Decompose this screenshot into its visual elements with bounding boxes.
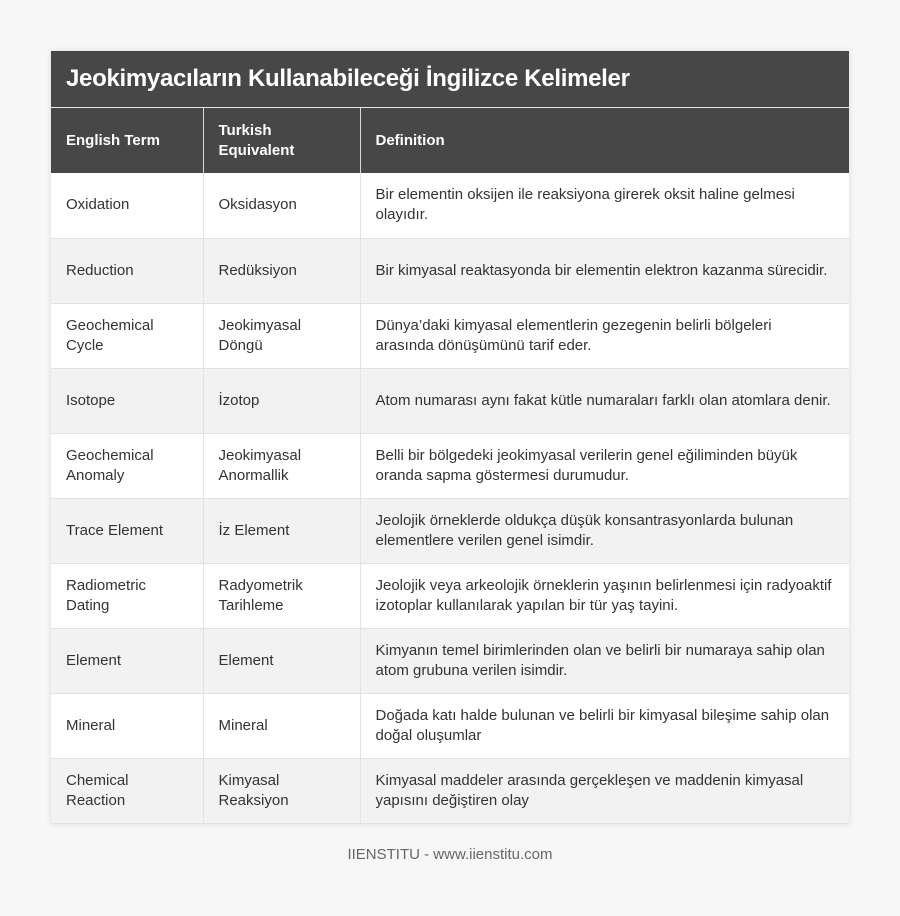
cell-definition: Jeolojik örneklerde oldukça düşük konsantrasyonlarda bulunan elementlere verilen genel isimdir. bbox=[360, 498, 849, 563]
cell-english: Isotope bbox=[51, 368, 203, 433]
cell-turkish: İz Element bbox=[203, 498, 360, 563]
cell-turkish: Mineral bbox=[203, 693, 360, 758]
cell-english: Oxidation bbox=[51, 173, 203, 238]
cell-turkish: Radyometrik Tarihleme bbox=[203, 563, 360, 628]
table-row bbox=[51, 498, 849, 563]
cell-english: Chemical Reaction bbox=[51, 758, 203, 823]
table-row bbox=[51, 628, 849, 693]
cell-definition: Jeolojik veya arkeolojik örneklerin yaşının belirlenmesi için radyoaktif izotoplar kullanılarak yapılan bir tür yaş tayini. bbox=[360, 563, 849, 628]
footer-credit: IIENSTITU - www.iienstitu.com bbox=[347, 846, 553, 863]
cell-turkish: Oksidasyon bbox=[203, 173, 360, 238]
cell-definition: Atom numarası aynı fakat kütle numaraları farklı olan atomlara denir. bbox=[360, 368, 849, 433]
table-row bbox=[51, 368, 849, 433]
cell-definition: Doğada katı halde bulunan ve belirli bir kimyasal bileşime sahip olan doğal oluşumlar bbox=[360, 693, 849, 758]
cell-english: Reduction bbox=[51, 238, 203, 303]
cell-english: Radiometric Dating bbox=[51, 563, 203, 628]
cell-english: Geochemical Anomaly bbox=[51, 433, 203, 498]
cell-english: Trace Element bbox=[51, 498, 203, 563]
cell-english: Mineral bbox=[51, 693, 203, 758]
column-header-turkish: Turkish Equivalent bbox=[203, 108, 360, 173]
column-header-definition: Definition bbox=[360, 108, 849, 173]
cell-turkish: Jeokimyasal Anormallik bbox=[203, 433, 360, 498]
cell-english: Geochemical Cycle bbox=[51, 303, 203, 368]
table-row bbox=[51, 238, 849, 303]
glossary-table bbox=[51, 108, 849, 824]
cell-definition: Dünya’daki kimyasal elementlerin gezegenin belirli bölgeleri arasında dönüşümünü tarif eder. bbox=[360, 303, 849, 368]
title-bar bbox=[51, 51, 849, 108]
cell-definition: Kimyasal maddeler arasında gerçekleşen ve maddenin kimyasal yapısını değiştiren olay bbox=[360, 758, 849, 823]
table-row bbox=[51, 758, 849, 823]
cell-turkish: Element bbox=[203, 628, 360, 693]
column-header-english: English Term bbox=[51, 108, 203, 173]
cell-definition: Belli bir bölgedeki jeokimyasal verilerin genel eğiliminden büyük oranda sapma göstermesi durumudur. bbox=[360, 433, 849, 498]
cell-turkish: İzotop bbox=[203, 368, 360, 433]
table-header-row bbox=[51, 108, 849, 173]
cell-turkish: Jeokimyasal Döngü bbox=[203, 303, 360, 368]
cell-turkish: Kimyasal Reaksiyon bbox=[203, 758, 360, 823]
cell-turkish: Redüksiyon bbox=[203, 238, 360, 303]
table-row bbox=[51, 693, 849, 758]
glossary-card bbox=[51, 51, 849, 824]
page-title: Jeokimyacıların Kullanabileceği İngilizce Kelimeler bbox=[66, 65, 630, 92]
cell-english: Element bbox=[51, 628, 203, 693]
cell-definition: Kimyanın temel birimlerinden olan ve belirli bir numaraya sahip olan atom grubuna verilen isimdir. bbox=[360, 628, 849, 693]
table-row bbox=[51, 433, 849, 498]
cell-definition: Bir kimyasal reaktasyonda bir elementin elektron kazanma sürecidir. bbox=[360, 238, 849, 303]
cell-definition: Bir elementin oksijen ile reaksiyona girerek oksit haline gelmesi olayıdır. bbox=[360, 173, 849, 238]
table-row bbox=[51, 303, 849, 368]
table-row bbox=[51, 563, 849, 628]
table-row bbox=[51, 173, 849, 238]
